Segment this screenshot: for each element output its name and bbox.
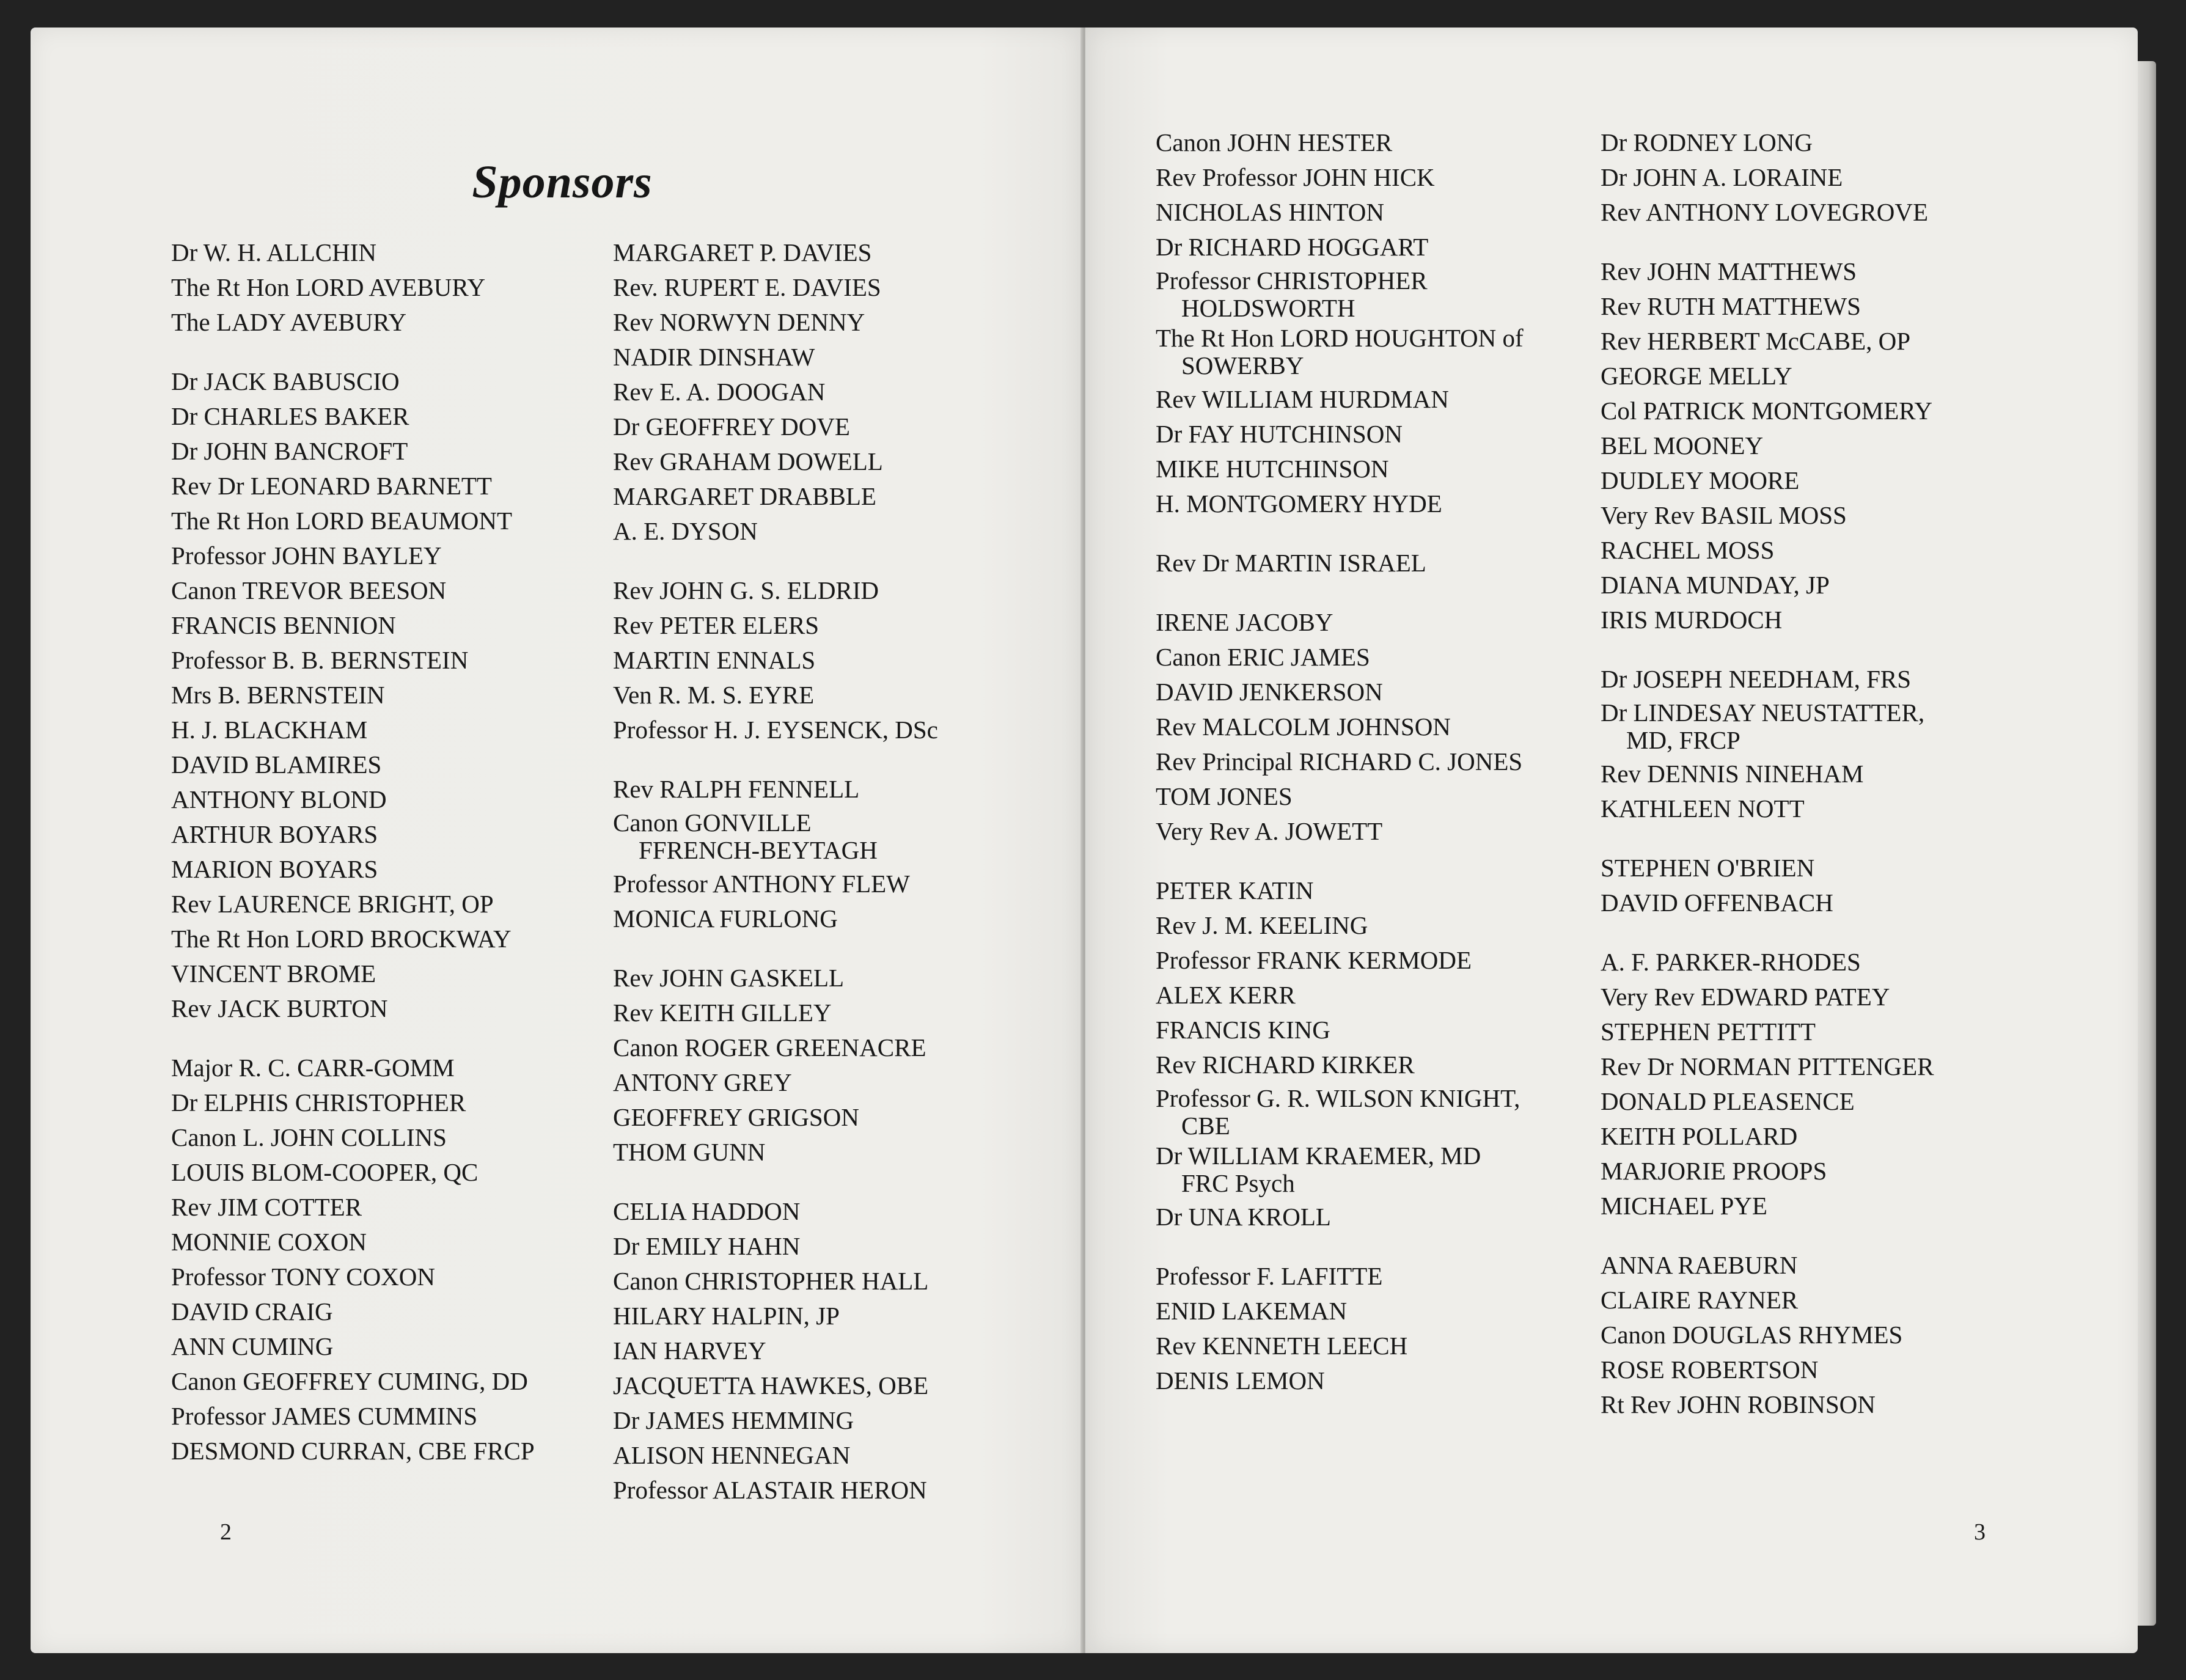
sponsor-name: MARTIN ENNALS: [613, 646, 816, 674]
sponsor-name-line: Professor G. R. WILSON KNIGHT,: [1156, 1084, 1520, 1112]
sponsor-name-line: Canon GONVILLE: [613, 809, 812, 837]
section-gap: [1601, 826, 1934, 851]
sponsor-name: Professor F. LAFITTE: [1156, 1262, 1383, 1290]
page-right: [1085, 28, 2138, 1653]
sponsor-name: Rev Professor JOHN HICK: [1156, 163, 1435, 191]
sponsor-name: HILARY HALPIN, JP: [613, 1302, 840, 1330]
sponsor-name: DUDLEY MOORE: [1601, 466, 1800, 494]
sponsor-name: Rev RUTH MATTHEWS: [1601, 292, 1861, 320]
sponsor-name: H. J. BLACKHAM: [171, 716, 368, 744]
sponsor-name: BEL MOONEY: [1601, 431, 1764, 460]
sponsor-name: Rev GRAHAM DOWELL: [613, 447, 883, 475]
sponsor-name: Professor ALASTAIR HERON: [613, 1476, 927, 1504]
sponsor-name: Canon JOHN HESTER: [1156, 128, 1393, 156]
sponsor-name: Major R. C. CARR-GOMM: [171, 1054, 455, 1082]
sponsor-name: DAVID JENKERSON: [1156, 678, 1383, 706]
sponsor-name: Professor B. B. BERNSTEIN: [171, 646, 469, 674]
sponsor-name: H. MONTGOMERY HYDE: [1156, 490, 1442, 518]
sponsor-name: Rev JACK BURTON: [171, 994, 388, 1022]
sponsor-name: Rt Rev JOHN ROBINSON: [1601, 1390, 1876, 1418]
sponsor-name: THOM GUNN: [613, 1138, 766, 1166]
sponsor-name: ENID LAKEMAN: [1156, 1297, 1348, 1325]
sponsor-name: NICHOLAS HINTON: [1156, 198, 1384, 226]
sponsor-name: ARTHUR BOYARS: [171, 820, 378, 848]
sponsor-name: Col PATRICK MONTGOMERY: [1601, 397, 1932, 425]
sponsor-name: Rev MALCOLM JOHNSON: [1156, 713, 1451, 741]
sponsor-name: Rev JIM COTTER: [171, 1193, 362, 1221]
sponsor-name: ANTHONY BLOND: [171, 785, 387, 813]
sponsor-name-continuation: FRC Psych: [1181, 1169, 1295, 1197]
sponsor-name: [1156, 267, 1524, 322]
section-gap: [613, 936, 938, 961]
sponsor-name: MARGARET DRABBLE: [613, 482, 876, 510]
sponsor-name: Canon TREVOR BEESON: [171, 576, 447, 604]
sponsor-name: Dr JOHN A. LORAINE: [1601, 163, 1843, 191]
sponsor-name: [1156, 325, 1524, 380]
sponsor-name-continuation: SOWERBY: [1181, 351, 1304, 380]
sponsor-name: ANNA RAEBURN: [1601, 1251, 1798, 1279]
sponsor-name: Dr FAY HUTCHINSON: [1156, 420, 1403, 448]
section-gap: [1601, 920, 1934, 945]
section-gap: [171, 340, 535, 364]
sponsor-name-line: Professor CHRISTOPHER: [1156, 266, 1428, 295]
sponsor-name: MICHAEL PYE: [1601, 1192, 1767, 1220]
sponsor-name: Rev Principal RICHARD C. JONES: [1156, 747, 1523, 776]
section-gap: [613, 549, 938, 573]
sponsor-name: Rev NORWYN DENNY: [613, 308, 865, 336]
section-gap: [1156, 1234, 1524, 1259]
sponsor-name: Rev Dr LEONARD BARNETT: [171, 472, 492, 500]
sponsor-name: Rev ANTHONY LOVEGROVE: [1601, 198, 1928, 226]
sponsor-name: ANN CUMING: [171, 1332, 334, 1360]
sponsor-name: MARJORIE PROOPS: [1601, 1157, 1827, 1185]
sponsor-name: Rev JOHN GASKELL: [613, 964, 845, 992]
sponsor-column-3: [1156, 125, 1524, 1398]
sponsor-name: KEITH POLLARD: [1601, 1122, 1798, 1150]
sponsor-name: STEPHEN PETTITT: [1601, 1018, 1816, 1046]
sponsor-name: KATHLEEN NOTT: [1601, 794, 1805, 823]
sponsor-name: Rev E. A. DOOGAN: [613, 378, 826, 406]
sponsor-name: Rev RALPH FENNELL: [613, 775, 860, 803]
sponsor-name: Rev HERBERT McCABE, OP: [1601, 327, 1911, 355]
sponsor-name-continuation: MD, FRCP: [1626, 726, 1740, 754]
sponsor-name: MONNIE COXON: [171, 1228, 367, 1256]
sponsor-name: Dr GEOFFREY DOVE: [613, 413, 850, 441]
sponsor-name: IAN HARVEY: [613, 1337, 766, 1365]
sponsor-name: Professor TONY COXON: [171, 1263, 436, 1291]
sponsor-name: IRIS MURDOCH: [1601, 606, 1783, 634]
sponsor-name: DAVID OFFENBACH: [1601, 889, 1833, 917]
sponsor-name: DAVID BLAMIRES: [171, 750, 382, 779]
sponsor-column-1: [171, 235, 535, 1469]
sponsor-column-2: [613, 235, 938, 1508]
sponsor-name: Rev JOHN MATTHEWS: [1601, 257, 1857, 285]
section-gap: [1601, 230, 1934, 254]
sponsor-name: Dr RICHARD HOGGART: [1156, 233, 1429, 261]
sponsor-name: Dr JOSEPH NEEDHAM, FRS: [1601, 665, 1912, 693]
sponsor-name: Very Rev EDWARD PATEY: [1601, 983, 1890, 1011]
sponsor-name: STEPHEN O'BRIEN: [1601, 854, 1815, 882]
sponsor-name: Rev PETER ELERS: [613, 611, 820, 639]
sponsor-name: PETER KATIN: [1156, 876, 1314, 904]
section-gap: [1601, 1223, 1934, 1248]
sponsor-name: ROSE ROBERTSON: [1601, 1355, 1819, 1384]
sponsor-name: NADIR DINSHAW: [613, 343, 815, 371]
sponsor-name-continuation: CBE: [1181, 1112, 1230, 1140]
sponsor-name: Canon L. JOHN COLLINS: [171, 1123, 447, 1151]
sponsor-name: A. F. PARKER-RHODES: [1601, 948, 1861, 976]
sponsor-name: DIANA MUNDAY, JP: [1601, 571, 1830, 599]
sponsor-name: Mrs B. BERNSTEIN: [171, 681, 385, 709]
sponsor-name: CELIA HADDON: [613, 1197, 801, 1225]
sponsor-name: Professor H. J. EYSENCK, DSc: [613, 716, 938, 744]
sponsor-name: A. E. DYSON: [613, 517, 758, 545]
sponsor-name: TOM JONES: [1156, 782, 1293, 810]
sponsor-name: Rev WILLIAM HURDMAN: [1156, 385, 1449, 413]
sponsor-name: Canon CHRISTOPHER HALL: [613, 1267, 929, 1295]
sponsor-name: MONICA FURLONG: [613, 904, 838, 933]
sponsor-name: Professor JAMES CUMMINS: [171, 1402, 478, 1430]
page-number-left: 2: [220, 1519, 232, 1545]
sponsor-name: Dr CHARLES BAKER: [171, 402, 409, 430]
sponsor-name: DAVID CRAIG: [171, 1297, 333, 1326]
sponsor-name: Rev RICHARD KIRKER: [1156, 1051, 1415, 1079]
page-title: Sponsors: [472, 156, 653, 208]
section-gap: [1156, 849, 1524, 873]
sponsor-name: IRENE JACOBY: [1156, 608, 1333, 636]
sponsor-name: Canon ROGER GREENACRE: [613, 1033, 926, 1062]
sponsor-name: LOUIS BLOM-COOPER, QC: [171, 1158, 479, 1186]
sponsor-name: FRANCIS KING: [1156, 1016, 1330, 1044]
sponsor-name: ALEX KERR: [1156, 981, 1296, 1009]
sponsor-name: [1601, 699, 1934, 754]
sponsor-name: JACQUETTA HAWKES, OBE: [613, 1371, 929, 1399]
section-gap: [613, 747, 938, 772]
sponsor-name: MIKE HUTCHINSON: [1156, 455, 1389, 483]
sponsor-name: ANTONY GREY: [613, 1068, 792, 1096]
section-gap: [1156, 521, 1524, 546]
sponsor-name: Very Rev A. JOWETT: [1156, 817, 1383, 845]
sponsor-name: Dr W. H. ALLCHIN: [171, 238, 376, 266]
sponsor-column-4: [1601, 125, 1934, 1422]
sponsor-name: DESMOND CURRAN, CBE FRCP: [171, 1437, 535, 1465]
sponsor-name: Canon ERIC JAMES: [1156, 643, 1370, 671]
sponsor-name: [613, 809, 938, 864]
sponsor-name: DONALD PLEASENCE: [1601, 1087, 1855, 1115]
sponsor-name: RACHEL MOSS: [1601, 536, 1775, 564]
sponsor-name: GEOFFREY GRIGSON: [613, 1103, 859, 1131]
sponsor-name: Ven R. M. S. EYRE: [613, 681, 815, 709]
sponsor-name-line: Dr WILLIAM KRAEMER, MD: [1156, 1142, 1481, 1170]
sponsor-name: [1156, 1142, 1524, 1197]
sponsor-name: Canon DOUGLAS RHYMES: [1601, 1321, 1903, 1349]
sponsor-name: Professor JOHN BAYLEY: [171, 541, 442, 570]
sponsor-name: Rev KEITH GILLEY: [613, 999, 832, 1027]
sponsor-name-continuation: FFRENCH-BEYTAGH: [639, 836, 878, 864]
sponsor-name: MARGARET P. DAVIES: [613, 238, 872, 266]
sponsor-name: Dr UNA KROLL: [1156, 1203, 1331, 1231]
sponsor-name: Rev KENNETH LEECH: [1156, 1332, 1408, 1360]
section-gap: [1156, 581, 1524, 605]
page-stack-edge: [2138, 61, 2156, 1626]
sponsor-name: Professor ANTHONY FLEW: [613, 870, 910, 898]
sponsor-name: Rev Dr MARTIN ISRAEL: [1156, 549, 1426, 577]
sponsor-name: Dr ELPHIS CHRISTOPHER: [171, 1088, 466, 1117]
sponsor-name: Rev. RUPERT E. DAVIES: [613, 273, 881, 301]
sponsor-name: The Rt Hon LORD BEAUMONT: [171, 507, 513, 535]
sponsor-name: Rev DENNIS NINEHAM: [1601, 760, 1864, 788]
sponsor-name: Very Rev BASIL MOSS: [1601, 501, 1847, 529]
sponsor-name: Dr JACK BABUSCIO: [171, 367, 400, 395]
sponsor-name: CLAIRE RAYNER: [1601, 1286, 1799, 1314]
sponsor-name: Dr RODNEY LONG: [1601, 128, 1813, 156]
sponsor-name-continuation: HOLDSWORTH: [1181, 294, 1355, 322]
sponsor-name: GEORGE MELLY: [1601, 362, 1792, 390]
sponsor-name: FRANCIS BENNION: [171, 611, 396, 639]
sponsor-name: Rev JOHN G. S. ELDRID: [613, 576, 879, 604]
sponsor-name: VINCENT BROME: [171, 959, 376, 988]
page-number-right: 3: [1974, 1519, 1986, 1545]
sponsor-name: The LADY AVEBURY: [171, 308, 406, 336]
sponsor-name: Dr EMILY HAHN: [613, 1232, 801, 1260]
sponsor-name: Dr JOHN BANCROFT: [171, 437, 408, 465]
section-gap: [1601, 637, 1934, 662]
sponsor-name: [1156, 1085, 1524, 1140]
sponsor-name: Rev Dr NORMAN PITTENGER: [1601, 1052, 1934, 1080]
sponsor-name: MARION BOYARS: [171, 855, 378, 883]
sponsor-name: DENIS LEMON: [1156, 1366, 1325, 1395]
page-left: [31, 28, 1082, 1653]
sponsor-name: The Rt Hon LORD BROCKWAY: [171, 925, 512, 953]
section-gap: [613, 1170, 938, 1194]
sponsor-name: Rev LAURENCE BRIGHT, OP: [171, 890, 494, 918]
sponsor-name: Rev J. M. KEELING: [1156, 911, 1368, 939]
sponsor-name: Canon GEOFFREY CUMING, DD: [171, 1367, 528, 1395]
sponsor-name-line: The Rt Hon LORD HOUGHTON of: [1156, 324, 1524, 352]
section-gap: [171, 1026, 535, 1051]
sponsor-name: ALISON HENNEGAN: [613, 1441, 851, 1469]
sponsor-name: Professor FRANK KERMODE: [1156, 946, 1472, 974]
sponsor-name: The Rt Hon LORD AVEBURY: [171, 273, 486, 301]
sponsor-name: Dr JAMES HEMMING: [613, 1406, 854, 1434]
sponsor-name-line: Dr LINDESAY NEUSTATTER,: [1601, 699, 1925, 727]
